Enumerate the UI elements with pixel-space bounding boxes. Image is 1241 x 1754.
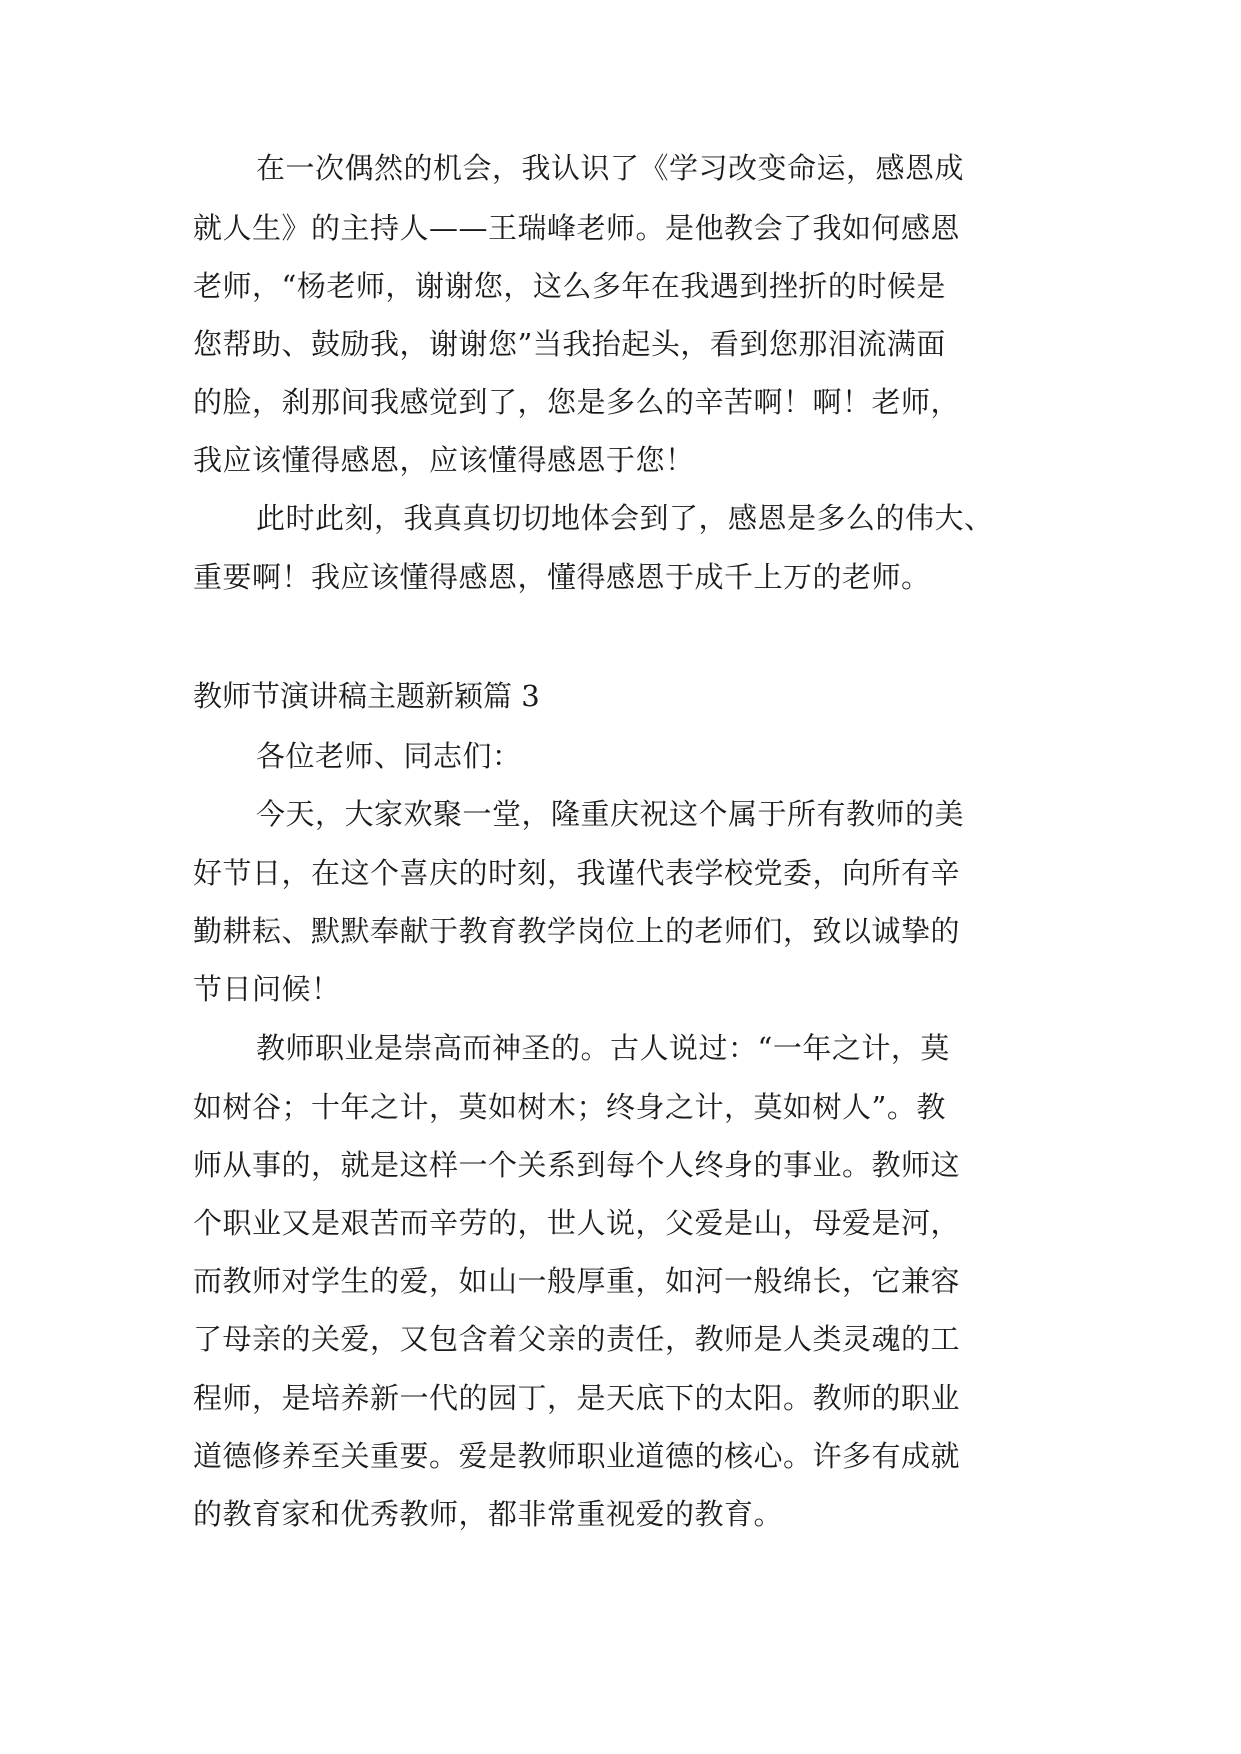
text-line: 道德修养至关重要。爱是教师职业道德的核心。许多有成就 xyxy=(193,1439,961,1473)
text-line: 师从事的，就是这样一个关系到每个人终身的事业。教师这 xyxy=(193,1148,961,1182)
text-line: 今天，大家欢聚一堂，隆重庆祝这个属于所有教师的美 xyxy=(256,797,965,831)
text-line: 您帮助、鼓励我，谢谢您”当我抬起头，看到您那泪流满面 xyxy=(193,327,946,361)
text-line: 此时此刻，我真真切切地体会到了，感恩是多么的伟大、 xyxy=(256,501,994,535)
text-line: 了母亲的关爱，又包含着父亲的责任，教师是人类灵魂的工 xyxy=(193,1322,961,1356)
text-line: 的脸，刹那间我感觉到了，您是多么的辛苦啊！啊！老师， xyxy=(193,385,961,419)
text-line: 勤耕耘、默默奉献于教育教学岗位上的老师们，致以诚挚的 xyxy=(193,914,961,948)
text-line: 我应该懂得感恩，应该懂得感恩于您！ xyxy=(193,443,695,477)
text-line: 的教育家和优秀教师，都非常重视爱的教育。 xyxy=(193,1497,784,1531)
text-line: 个职业又是艰苦而辛劳的，世人说，父爱是山，母爱是河， xyxy=(193,1206,961,1240)
text-line: 老师，“杨老师，谢谢您，这么多年在我遇到挫折的时候是 xyxy=(193,269,946,303)
text-line: 好节日，在这个喜庆的时刻，我谨代表学校党委，向所有辛 xyxy=(193,856,961,890)
text-line: 节日问候！ xyxy=(193,972,341,1006)
text-line: 就人生》的主持人——王瑞峰老师。是他教会了我如何感恩 xyxy=(193,211,961,245)
text-line: 程师，是培养新一代的园丁，是天底下的太阳。教师的职业 xyxy=(193,1381,961,1415)
text-line: 而教师对学生的爱，如山一般厚重，如河一般绵长，它兼容 xyxy=(193,1264,961,1298)
salutation: 各位老师、同志们： xyxy=(256,739,522,773)
text-line: 重要啊！我应该懂得感恩，懂得感恩于成千上万的老师。 xyxy=(193,560,931,594)
text-line: 在一次偶然的机会，我认识了《学习改变命运，感恩成 xyxy=(256,151,965,185)
text-line: 如树谷；十年之计，莫如树木；终身之计，莫如树人”。教 xyxy=(193,1090,946,1124)
section-heading: 教师节演讲稿主题新颖篇 3 xyxy=(193,679,540,713)
text-line: 教师职业是崇高而神圣的。古人说过：“一年之计，莫 xyxy=(256,1031,950,1065)
